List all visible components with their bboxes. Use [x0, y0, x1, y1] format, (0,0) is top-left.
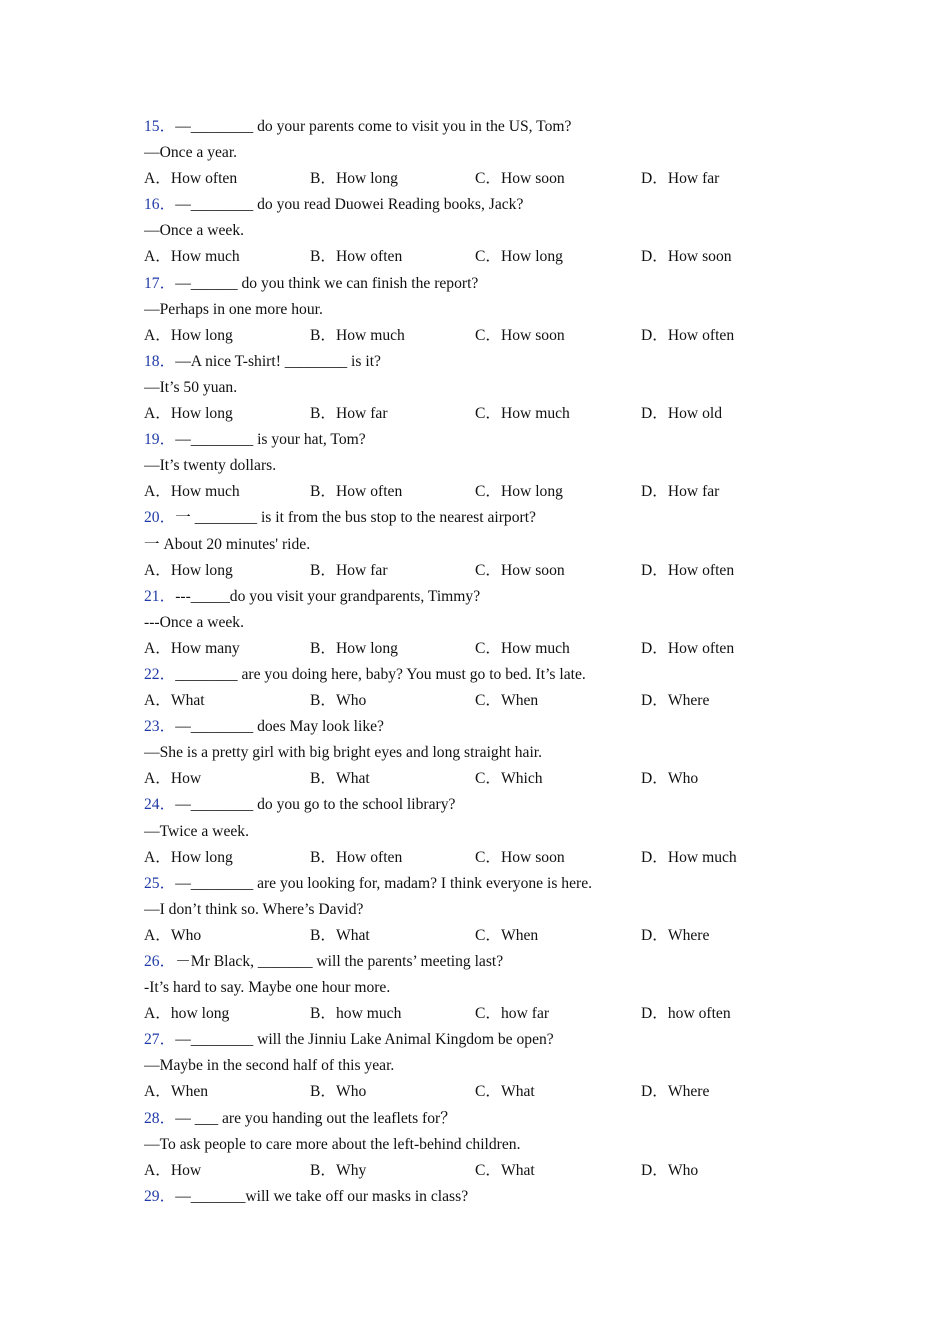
answer-option: A．Who: [144, 926, 202, 944]
question-number: 23．: [144, 718, 176, 736]
question-text: ---_____do you visit your grandparents, Timmy?: [175, 587, 481, 605]
answer-option: A．How long: [144, 848, 233, 866]
answer-option: C．How soon: [475, 848, 565, 866]
answer-option: B．How often: [310, 248, 403, 266]
answer-option: D．How far: [641, 483, 720, 501]
question-text: —________ do you read Duowei Reading books, Jack?: [175, 196, 524, 214]
answer-option: B．How often: [310, 483, 403, 501]
question-number: 24．: [144, 796, 176, 814]
answer-option: A．How much: [144, 248, 240, 266]
answer-option: D．Where: [641, 926, 710, 944]
question-stem: [144, 1184, 844, 1210]
question-text: —_______will we take off our masks in class?: [175, 1187, 469, 1205]
answer-options: [144, 1001, 844, 1027]
answer-option: B．Who: [310, 692, 367, 710]
answer-option: C．How much: [475, 405, 570, 423]
question-reply: —Twice a week.: [144, 822, 249, 840]
answer-options: [144, 1079, 844, 1105]
answer-option: B．How long: [310, 170, 398, 188]
answer-option: A．How often: [144, 170, 238, 188]
question-reply: —It’s twenty dollars.: [144, 457, 277, 475]
question-list: [144, 114, 844, 1210]
answer-option: B．What: [310, 770, 370, 788]
answer-option: B．What: [310, 926, 370, 944]
answer-options: [144, 244, 844, 270]
question-reply: —To ask people to care more about the left-behind children.: [144, 1135, 521, 1153]
question-stem: [144, 114, 844, 140]
question-text: 一 ________ is it from the bus stop to the nearest airport?: [175, 509, 536, 527]
question-reply: —It’s 50 yuan.: [144, 378, 238, 396]
question-text: —A nice T-shirt! ________ is it?: [175, 352, 381, 370]
answer-option: D．How soon: [641, 248, 732, 266]
answer-option: C．What: [475, 1161, 535, 1179]
answer-option: B．How often: [310, 848, 403, 866]
question-stem: [144, 349, 844, 375]
answer-option: A．What: [144, 692, 205, 710]
question-stem: [144, 584, 844, 610]
question-number: 17．: [144, 274, 176, 292]
question-stem: [144, 949, 844, 975]
answer-option: C．How much: [475, 639, 570, 657]
question-reply: -It’s hard to say. Maybe one hour more.: [144, 979, 391, 997]
question-reply: —She is a pretty girl with big bright eyes and long straight hair.: [144, 744, 543, 762]
question-stem: [144, 871, 844, 897]
answer-option: D．Where: [641, 1083, 710, 1101]
answer-option: A．How long: [144, 405, 233, 423]
question-number: 22．: [144, 665, 176, 683]
answer-option: B．how much: [310, 1005, 402, 1023]
question-reply: —Once a week.: [144, 222, 245, 240]
question-text: —______ do you think we can finish the report?: [175, 274, 479, 292]
answer-option: A．How long: [144, 561, 233, 579]
question-text: ________ are you doing here, baby? You must go to bed. It’s late.: [175, 665, 586, 683]
answer-option: C．How long: [475, 248, 563, 266]
answer-option: A．How much: [144, 483, 240, 501]
question-reply: —I don’t think so. Where’s David?: [144, 900, 364, 918]
question-stem: [144, 662, 844, 688]
answer-option: D．How often: [641, 326, 735, 344]
answer-option: C．When: [475, 926, 539, 944]
question-stem: [144, 1027, 844, 1053]
question-text: —________ does May look like?: [175, 718, 384, 736]
question-number: 25．: [144, 874, 176, 892]
question-text: —________ will the Jinniu Lake Animal Kingdom be open?: [175, 1031, 554, 1049]
answer-option: B．How far: [310, 561, 388, 579]
answer-option: C．how far: [475, 1005, 550, 1023]
answer-option: B．Why: [310, 1161, 367, 1179]
answer-option: D．Who: [641, 1161, 699, 1179]
answer-option: B．Who: [310, 1083, 367, 1101]
answer-option: D．How much: [641, 848, 737, 866]
answer-option: D．How often: [641, 561, 735, 579]
answer-options: [144, 558, 844, 584]
answer-option: C．What: [475, 1083, 535, 1101]
question-reply: —Once a year.: [144, 144, 238, 162]
answer-option: D．Who: [641, 770, 699, 788]
answer-option: B．How long: [310, 639, 398, 657]
question-number: 15．: [144, 118, 176, 135]
answer-option: D．How far: [641, 170, 720, 188]
answer-options: [144, 401, 844, 427]
answer-option: A．How long: [144, 326, 233, 344]
question-reply: —Perhaps in one more hour.: [144, 300, 323, 318]
question-stem: [144, 192, 844, 218]
answer-options: [144, 766, 844, 792]
answer-options: [144, 636, 844, 662]
question-reply: ---Once a week.: [144, 613, 244, 631]
question-text: —________ is your hat, Tom?: [175, 431, 366, 449]
answer-option: C．How soon: [475, 561, 565, 579]
answer-option: C．How soon: [475, 170, 565, 188]
question-reply: 一 About 20 minutes' ride.: [144, 535, 311, 553]
answer-options: [144, 1158, 844, 1184]
question-text: —________ do you go to the school library?: [175, 796, 456, 814]
question-stem: [144, 427, 844, 453]
answer-option: A．How: [144, 1161, 202, 1179]
answer-option: C．When: [475, 692, 539, 710]
answer-option: A．How: [144, 770, 202, 788]
answer-options: [144, 323, 844, 349]
question-number: 28．: [144, 1109, 176, 1127]
answer-options: [144, 688, 844, 714]
question-number: 16．: [144, 196, 176, 214]
question-reply: —Maybe in the second half of this year.: [144, 1057, 395, 1075]
question-number: 18．: [144, 352, 176, 370]
answer-options: [144, 166, 844, 192]
question-stem: [144, 792, 844, 818]
answer-option: C．How long: [475, 483, 563, 501]
answer-option: B．How far: [310, 405, 388, 423]
answer-option: D．Where: [641, 692, 710, 710]
question-text: —________ are you looking for, madam? I think everyone is here.: [175, 874, 593, 892]
question-number: 26．: [144, 953, 176, 970]
answer-option: D．How often: [641, 639, 735, 657]
question-number: 29．: [144, 1187, 176, 1205]
question-text: －Mr Black, _______ will the parents’ meeting last?: [175, 953, 504, 970]
answer-option: C．Which: [475, 770, 543, 788]
question-text: — ___ are you handing out the leaflets for？: [175, 1109, 456, 1127]
answer-option: A．How many: [144, 639, 240, 657]
answer-option: C．How soon: [475, 326, 565, 344]
answer-options: [144, 845, 844, 871]
answer-options: [144, 923, 844, 949]
answer-option: A．how long: [144, 1005, 230, 1023]
question-number: 19．: [144, 431, 176, 449]
question-text: —________ do your parents come to visit you in the US, Tom?: [175, 118, 572, 135]
question-stem: [144, 714, 844, 740]
answer-options: [144, 479, 844, 505]
answer-option: D．How old: [641, 405, 722, 423]
answer-option: B．How much: [310, 326, 405, 344]
question-stem: [144, 1106, 844, 1132]
question-number: 27．: [144, 1031, 176, 1049]
question-stem: [144, 505, 844, 531]
answer-option: A．When: [144, 1083, 209, 1101]
question-number: 20．: [144, 509, 176, 527]
question-number: 21．: [144, 587, 176, 605]
question-stem: [144, 271, 844, 297]
answer-option: D．how often: [641, 1005, 731, 1023]
